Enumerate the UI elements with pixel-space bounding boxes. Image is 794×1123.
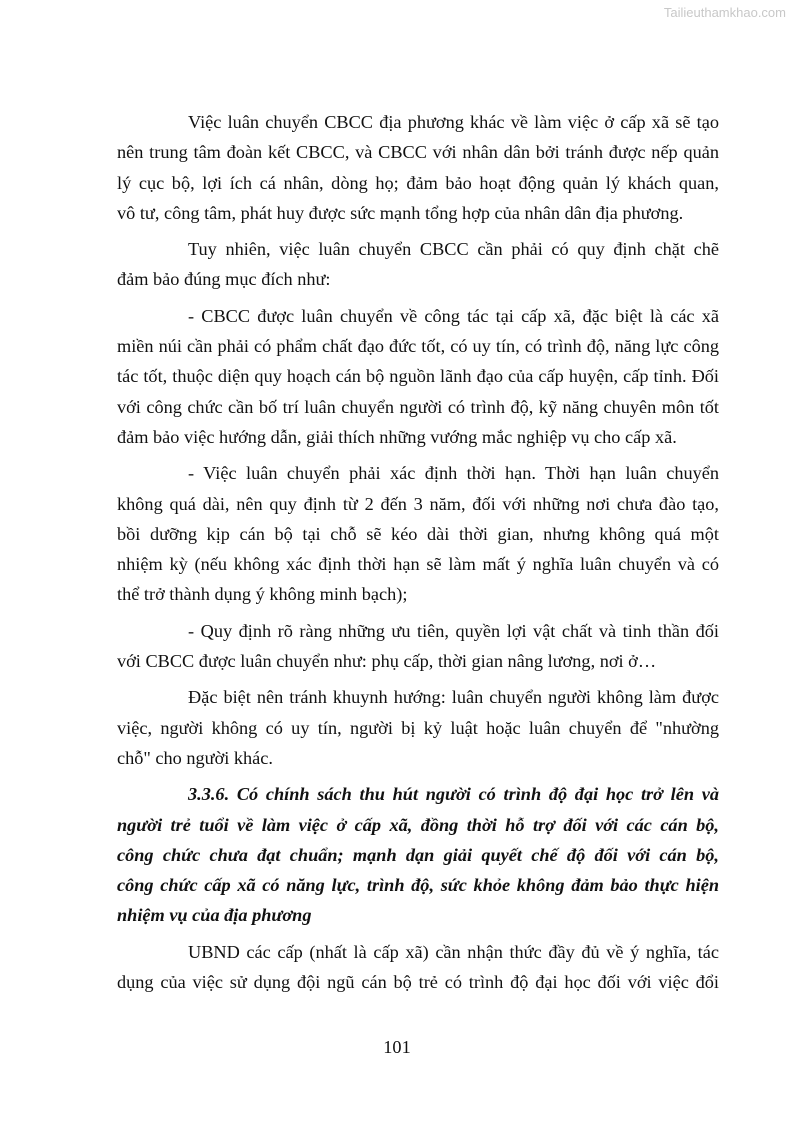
paragraph <box>117 682 719 773</box>
text-line: tác tốt, thuộc diện quy hoạch cán bộ nguồn lãnh đạo của cấp huyện, cấp tỉnh. Đối <box>117 366 719 387</box>
text-line: đảm bảo đúng mục đích như: <box>117 269 331 290</box>
text-line: đảm bảo việc hướng dẫn, giải thích những vướng mắc nghiệp vụ cho cấp xã. <box>117 426 677 447</box>
text-line: việc, người không có uy tín, người bị kỷ luật hoặc luân chuyển để "nhường <box>117 717 719 738</box>
paragraph <box>117 234 719 295</box>
document-body <box>117 107 719 1003</box>
text-line: Đặc biệt nên tránh khuynh hướng: luân chuyển người không làm được <box>188 687 719 708</box>
text-line: - Quy định rõ ràng những ưu tiên, quyền lợi vật chất và tinh thần đối <box>188 620 719 641</box>
page-number: 101 <box>383 1037 411 1057</box>
paragraph <box>117 616 719 677</box>
text-line: lý cục bộ, lợi ích cá nhân, dòng họ; đảm bảo hoạt động quản lý khách quan, <box>117 172 719 193</box>
text-line: công chức cấp xã có năng lực, trình độ, sức khỏe không đảm bảo thực hiện <box>117 875 719 896</box>
paragraph <box>117 107 719 228</box>
text-line: nhiệm kỳ (nếu không xác định thời hạn sẽ làm mất ý nghĩa luân chuyển và có <box>117 554 719 575</box>
paragraph <box>117 937 719 998</box>
text-line: công chức chưa đạt chuẩn; mạnh dạn giải quyết chế độ đối với cán bộ, <box>117 844 719 865</box>
paragraph <box>117 301 719 452</box>
text-line: dụng của việc sử dụng đội ngũ cán bộ trẻ có trình độ đại học đối với việc đổi <box>117 972 719 993</box>
text-line: - Việc luân chuyển phải xác định thời hạn. Thời hạn luân chuyển <box>188 463 719 484</box>
text-line: Việc luân chuyển CBCC địa phương khác về làm việc ở cấp xã sẽ tạo <box>188 112 719 132</box>
text-line: với công chức cần bố trí luân chuyển người có trình độ, kỹ năng chuyên môn tốt <box>117 396 719 417</box>
text-line: vô tư, công tâm, phát huy được sức mạnh tổng hợp của nhân dân địa phương. <box>117 202 684 223</box>
text-line: nên trung tâm đoàn kết CBCC, và CBCC với nhân dân bởi tránh được nếp quản <box>117 142 719 163</box>
text-line: với CBCC được luân chuyển như: phụ cấp, thời gian nâng lương, nơi ở… <box>117 651 657 672</box>
text-line: UBND các cấp (nhất là cấp xã) cần nhận thức đầy đủ về ý nghĩa, tác <box>188 941 719 962</box>
watermark: Tailieuthamkhao.com <box>663 5 786 20</box>
text-line: người trẻ tuổi về làm việc ở cấp xã, đồng thời hỗ trợ đối với các cán bộ, <box>117 814 719 835</box>
text-line: không quá dài, nên quy định từ 2 đến 3 năm, đối với những nơi chưa đào tạo, <box>117 493 719 514</box>
section-heading <box>117 779 719 930</box>
text-line: bồi dưỡng kịp cán bộ tại chỗ sẽ kéo dài thời gian, nhưng không quá một <box>117 523 719 544</box>
text-line: Tuy nhiên, việc luân chuyển CBCC cần phải có quy định chặt chẽ <box>188 239 719 260</box>
text-line: miền núi cần phải có phẩm chất đạo đức tốt, có uy tín, có trình độ, năng lực công <box>117 336 719 357</box>
text-line: chỗ" cho người khác. <box>117 747 273 768</box>
text-line: 3.3.6. Có chính sách thu hút người có trình độ đại học trở lên và <box>188 784 719 805</box>
paragraph <box>117 458 719 609</box>
text-line: nhiệm vụ của địa phương <box>117 905 312 926</box>
text-line: - CBCC được luân chuyển về công tác tại cấp xã, đặc biệt là các xã <box>188 305 719 326</box>
text-line: thể trở thành dụng ý không minh bạch); <box>117 584 408 605</box>
